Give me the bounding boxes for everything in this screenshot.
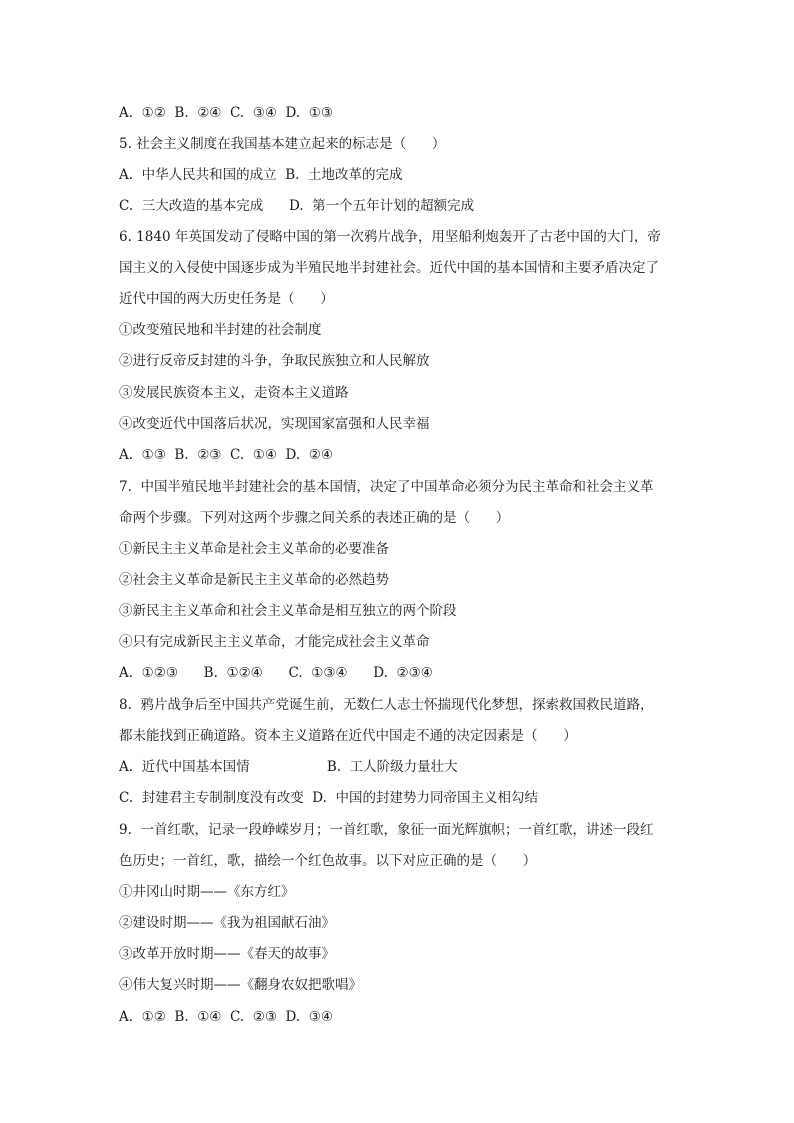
q8-options-ab: A. 近代中国基本国情 B. 工人阶级力量壮大 xyxy=(119,759,458,775)
q8-stem-line2: 都未能找到正确道路。资本主义道路在近代中国走不通的决定因素是（ ） xyxy=(119,728,577,744)
q6-item-4: ④改变近代中国落后状况，实现国家富强和人民幸福 xyxy=(119,416,430,432)
q6-stem-line1: 6. 1840 年英国发动了侵略中国的第一次鸦片战争，用坚船利炮轰开了古老中国的大门，帝 xyxy=(119,229,661,245)
q5-stem: 5. 社会主义制度在我国基本建立起来的标志是（ ） xyxy=(119,136,446,152)
q4-options: A. ①② B. ②④ C. ③④ D. ①③ xyxy=(119,105,333,121)
q9-options: A. ①② B. ①④ C. ②③ D. ③④ xyxy=(119,1009,333,1025)
q6-item-3: ③发展民族资本主义，走资本主义道路 xyxy=(119,385,349,401)
q9-item-1: ①井冈山时期——《东方红》 xyxy=(119,884,295,900)
q6-options: A. ①③ B. ②③ C. ①④ D. ②④ xyxy=(119,447,333,463)
q7-stem-line2: 命两个步骤。下列对这两个步骤之间关系的表述正确的是（ ） xyxy=(119,510,510,526)
q7-item-4: ④只有完成新民主主义革命，才能完成社会主义革命 xyxy=(119,634,430,650)
q6-item-2: ②进行反帝反封建的斗争，争取民族独立和人民解放 xyxy=(119,353,430,369)
q9-stem-line2: 色历史；一首红，歌，描绘一个红色故事。以下对应正确的是（ ） xyxy=(119,853,537,869)
q7-item-2: ②社会主义革命是新民主主义革命的必然趋势 xyxy=(119,572,389,588)
q7-options: A. ①②③ B. ①②④ C. ①③④ D. ②③④ xyxy=(119,665,433,681)
q8-stem-line1: 8. 鸦片战争后至中国共产党诞生前，无数仁人志士怀揣现代化梦想，探索救国救民道路， xyxy=(119,697,654,713)
q6-stem-line3: 近代中国的两大历史任务是（ ） xyxy=(119,291,334,307)
q6-stem-line2: 国主义的入侵使中国逐步成为半殖民地半封建社会。近代中国的基本国情和主要矛盾决定了 xyxy=(119,260,659,276)
q8-options-cd: C. 封建君主专制制度没有改变 D. 中国的封建势力同帝国主义相勾结 xyxy=(119,790,539,806)
q7-stem-line1: 7. 中国半殖民地半封建社会的基本国情，决定了中国革命必须分为民主革命和社会主义革 xyxy=(119,479,654,495)
q9-item-4: ④伟大复兴时期——《翻身农奴把歌唱》 xyxy=(119,977,362,993)
q5-options-ab: A. 中华人民共和国的成立 B. 土地改革的完成 xyxy=(119,167,403,183)
q6-item-1: ①改变殖民地和半封建的社会制度 xyxy=(119,322,322,338)
q9-stem-line1: 9. 一首红歌，记录一段峥嵘岁月；一首红歌，象征一面光辉旗帜；一首红歌，讲述一段红 xyxy=(119,822,654,838)
q9-item-2: ②建设时期——《我为祖国献石油》 xyxy=(119,915,335,931)
q5-options-cd: C. 三大改造的基本完成 D. 第一个五年计划的超额完成 xyxy=(119,198,475,214)
q7-item-1: ①新民主主义革命是社会主义革命的必要准备 xyxy=(119,541,389,557)
q9-item-3: ③改革开放时期——《春天的故事》 xyxy=(119,946,335,962)
q7-item-3: ③新民主主义革命和社会主义革命是相互独立的两个阶段 xyxy=(119,603,457,619)
